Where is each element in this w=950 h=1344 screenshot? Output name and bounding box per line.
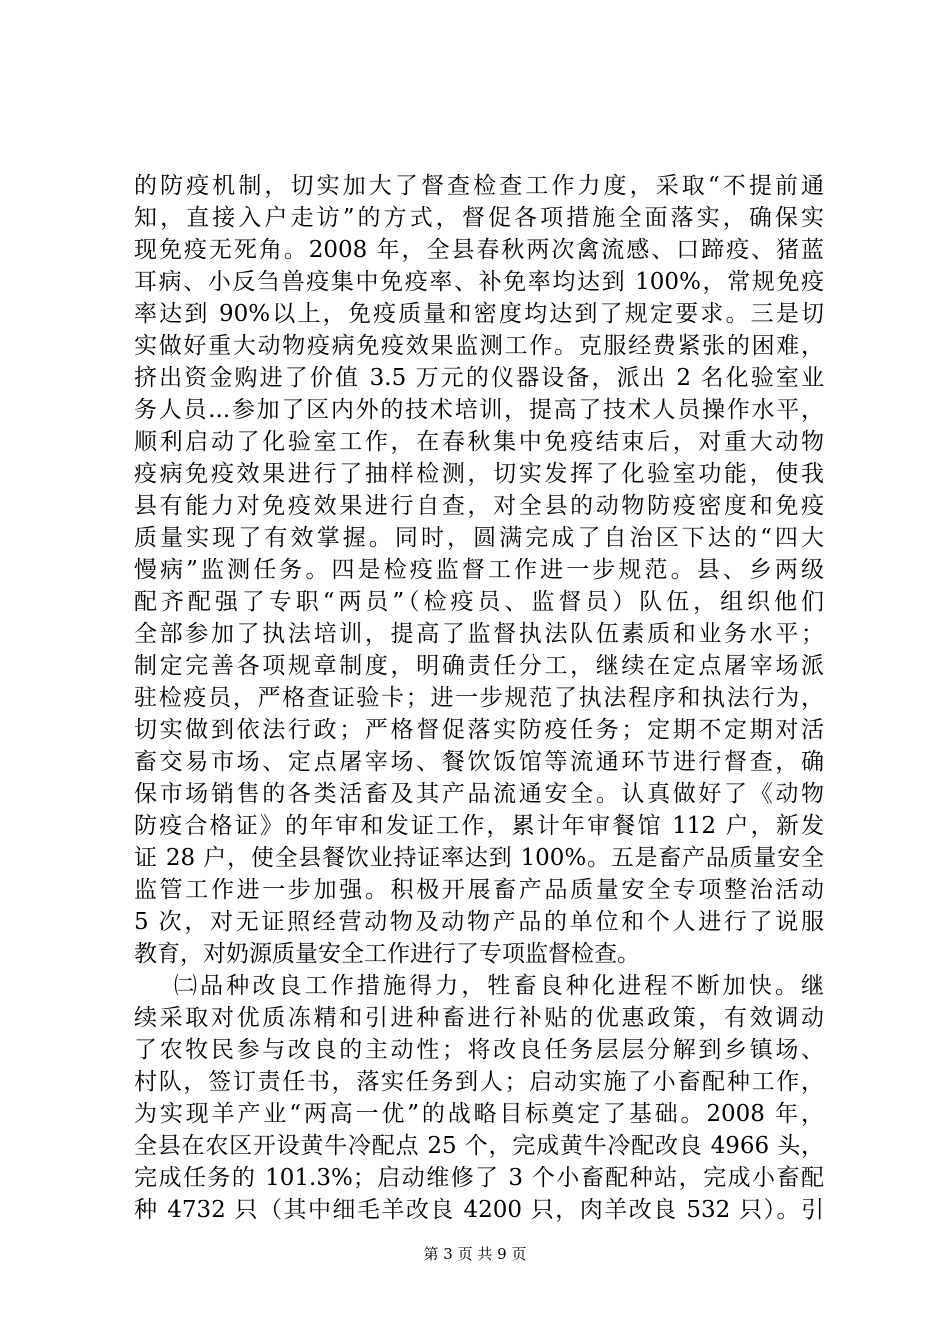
- text-line: 保市场销售的各类活畜及其产品流通安全。认真做好了《动物: [134, 781, 824, 807]
- text-line: 完成任务的 101.3%；启动维修了 3 个小畜配种站，完成小畜配: [134, 1165, 824, 1191]
- text-line: 县有能力对免疫效果进行自查，对全县的动物防疫密度和免疫: [134, 493, 824, 519]
- text-line: 驻检疫员，严格查证验卡；进一步规范了执法程序和执法行为，: [134, 685, 824, 711]
- text-line: 疫病免疫效果进行了抽样检测，切实发挥了化验室功能，使我: [134, 461, 824, 487]
- text-line: 续采取对优质冻精和引进种畜进行补贴的优惠政策，有效调动: [134, 1005, 824, 1031]
- text-line: 教育，对奶源质量安全工作进行了专项监督检查。: [134, 941, 640, 967]
- body-text: [134, 170, 824, 1226]
- text-line: 慢病”监测任务。四是检疫监督工作进一步规范。县、乡两级: [134, 557, 824, 583]
- text-line: 畜交易市场、定点屠宰场、餐饮饭馆等流通环节进行督查，确: [134, 749, 824, 775]
- paragraph-start-line: ㈡品种改良工作措施得力，牲畜良种化进程不断加快。继: [174, 973, 824, 999]
- text-line: 防疫合格证》的年审和发证工作，累计年审餐馆 112 户，新发: [134, 813, 824, 839]
- text-line: 监管工作进一步加强。积极开展畜产品质量安全专项整治活动: [134, 877, 824, 903]
- text-line: 质量实现了有效掌握。同时，圆满完成了自治区下达的“四大: [134, 525, 824, 551]
- text-line: 现免疫无死角。2008 年，全县春秋两次禽流感、口蹄疫、猪蓝: [134, 237, 824, 263]
- text-line: 制定完善各项规章制度，明确责任分工，继续在定点屠宰场派: [134, 653, 824, 679]
- text-line: 耳病、小反刍兽疫集中免疫率、补免率均达到 100%，常规免疫: [134, 269, 824, 295]
- text-line: 务人员...参加了区内外的技术培训，提高了技术人员操作水平，: [134, 397, 824, 423]
- text-line: 的防疫机制，切实加大了督查检查工作力度，采取“不提前通: [134, 173, 824, 199]
- text-line: 证 28 户，使全县餐饮业持证率达到 100%。五是畜产品质量安全: [134, 845, 824, 871]
- text-line: 顺利启动了化验室工作，在春秋集中免疫结束后，对重大动物: [134, 429, 824, 455]
- text-line: 知，直接入户走访”的方式，督促各项措施全面落实，确保实: [134, 205, 824, 231]
- text-line: 挤出资金购进了价值 3.5 万元的仪器设备，派出 2 名化验室业: [134, 365, 824, 391]
- text-line: 全部参加了执法培训，提高了监督执法队伍素质和业务水平；: [134, 621, 824, 647]
- text-line: 率达到 90%以上，免疫质量和密度均达到了规定要求。三是切: [134, 301, 824, 327]
- text-line: 全县在农区开设黄牛冷配点 25 个，完成黄牛冷配改良 4966 头，: [134, 1133, 824, 1159]
- text-line: 实做好重大动物疫病免疫效果监测工作。克服经费紧张的困难，: [134, 333, 824, 359]
- text-line: 村队，签订责任书，落实任务到人；启动实施了小畜配种工作，: [134, 1069, 824, 1095]
- text-line: 5 次，对无证照经营动物及动物产品的单位和个人进行了说服: [134, 909, 824, 935]
- text-line: 了农牧民参与改良的主动性；将改良任务层层分解到乡镇场、: [134, 1037, 824, 1063]
- page-number-footer: 第 3 页 共 9 页: [423, 1245, 527, 1263]
- text-line: 为实现羊产业“两高一优”的战略目标奠定了基础。2008 年，: [134, 1101, 824, 1127]
- text-line: 切实做到依法行政；严格督促落实防疫任务；定期不定期对活: [134, 717, 824, 743]
- text-line: 配齐配强了专职“两员”（检疫员、监督员）队伍，组织他们: [134, 589, 824, 615]
- text-line: 种 4732 只（其中细毛羊改良 4200 只，肉羊改良 532 只）。引: [134, 1197, 824, 1223]
